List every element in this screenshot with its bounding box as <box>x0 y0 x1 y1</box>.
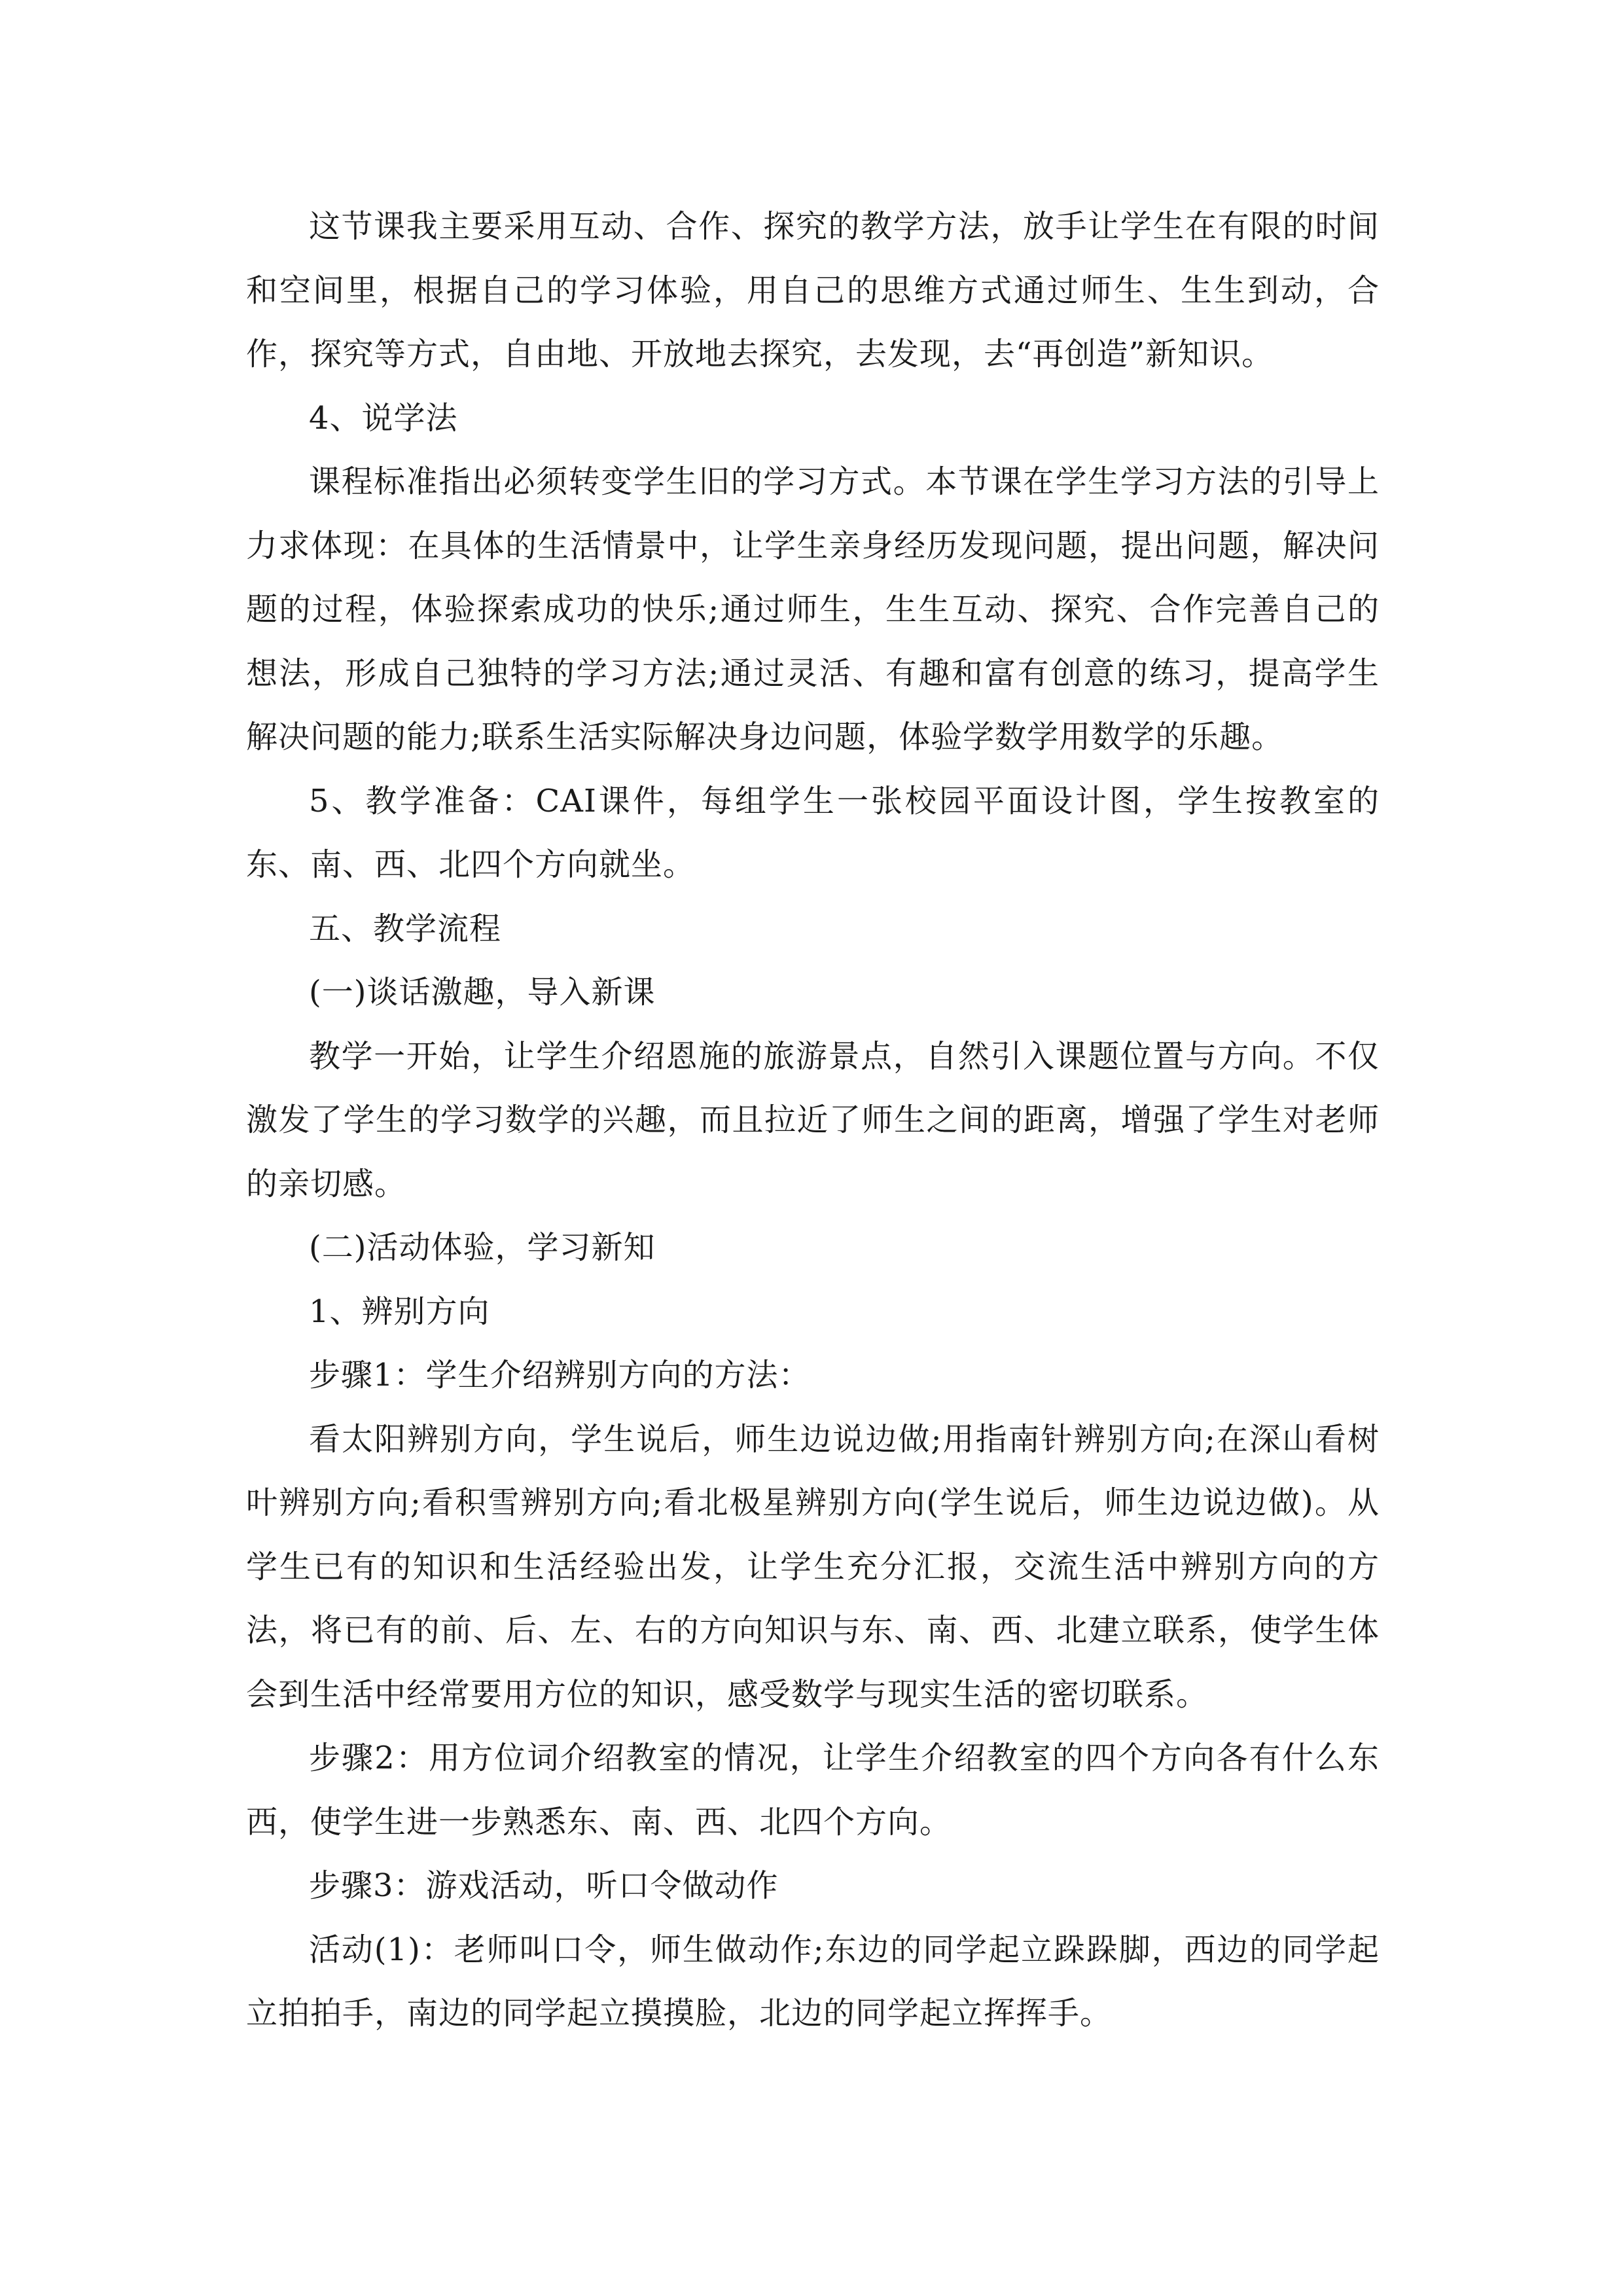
paragraph-teaching-method: 这节课我主要采用互动、合作、探究的教学方法，放手让学生在有限的时间和空间里，根据自己的学习体验，用自己的思维方式通过师生、生生到动，合作，探究等方式，自由地、开放地去探究，去发现，去“再创造”新知识。 <box>246 208 1380 372</box>
paragraph-direction-methods: 看太阳辨别方向，学生说后，师生边说边做;用指南针辨别方向;在深山看树叶辨别方向;看积雪辨别方向;看北极星辨别方向(学生说后，师生边说边做)。从学生已有的知识和生活经验出发，让学生充分汇报，交流生活中辨别方向的方法，将已有的前、后、左、右的方向知识与东、南、西、北建立联系，使学生体会到生活中经常要用方位的知识，感受数学与现实生活的密切联系。 <box>246 1420 1380 1713</box>
heading-teaching-process: 五、教学流程 <box>309 910 502 947</box>
heading-introduction: (一)谈话激趣，导入新课 <box>309 974 656 1011</box>
paragraph-activity-1: 活动(1)：老师叫口令，师生做动作;东边的同学起立跺跺脚，西边的同学起立拍拍手，南边的同学起立摸摸脸，北边的同学起立挥挥手。 <box>246 1931 1380 2032</box>
paragraph-learning-method: 课程标准指出必须转变学生旧的学习方式。本节课在学生学习方法的引导上力求体现：在具体的生活情景中，让学生亲身经历发现问题，提出问题，解决问题的过程，体验探索成功的快乐;通过师生，生生互动、探究、合作完善自己的想法，形成自己独特的学习方法;通过灵活、有趣和富有创意的练习，提高学生解决问题的能力;联系生活实际解决身边问题，体验学数学用数学的乐趣。 <box>246 463 1380 755</box>
heading-identify-direction: 1、辨别方向 <box>309 1293 490 1330</box>
heading-activity-experience: (二)活动体验，学习新知 <box>309 1229 656 1266</box>
heading-step-3: 步骤3：游戏活动，听口令做动作 <box>309 1867 779 1904</box>
paragraph-teaching-preparation: 5、教学准备：CAI课件，每组学生一张校园平面设计图，学生按教室的东、南、西、北四个方向就坐。 <box>246 782 1380 883</box>
paragraph-step-2: 步骤2：用方位词介绍教室的情况，让学生介绍教室的四个方向各有什么东西，使学生进一步熟悉东、南、西、北四个方向。 <box>246 1740 1380 1840</box>
step-1-label: 步骤1：学生介绍辨别方向的方法： <box>309 1357 811 1393</box>
paragraph-introduction: 教学一开始，让学生介绍恩施的旅游景点，自然引入课题位置与方向。不仅激发了学生的学习数学的兴趣，而且拉近了师生之间的距离，增强了学生对老师的亲切感。 <box>246 1037 1380 1202</box>
document-body <box>246 195 1380 2046</box>
heading-learning-method: 4、说学法 <box>309 399 458 437</box>
